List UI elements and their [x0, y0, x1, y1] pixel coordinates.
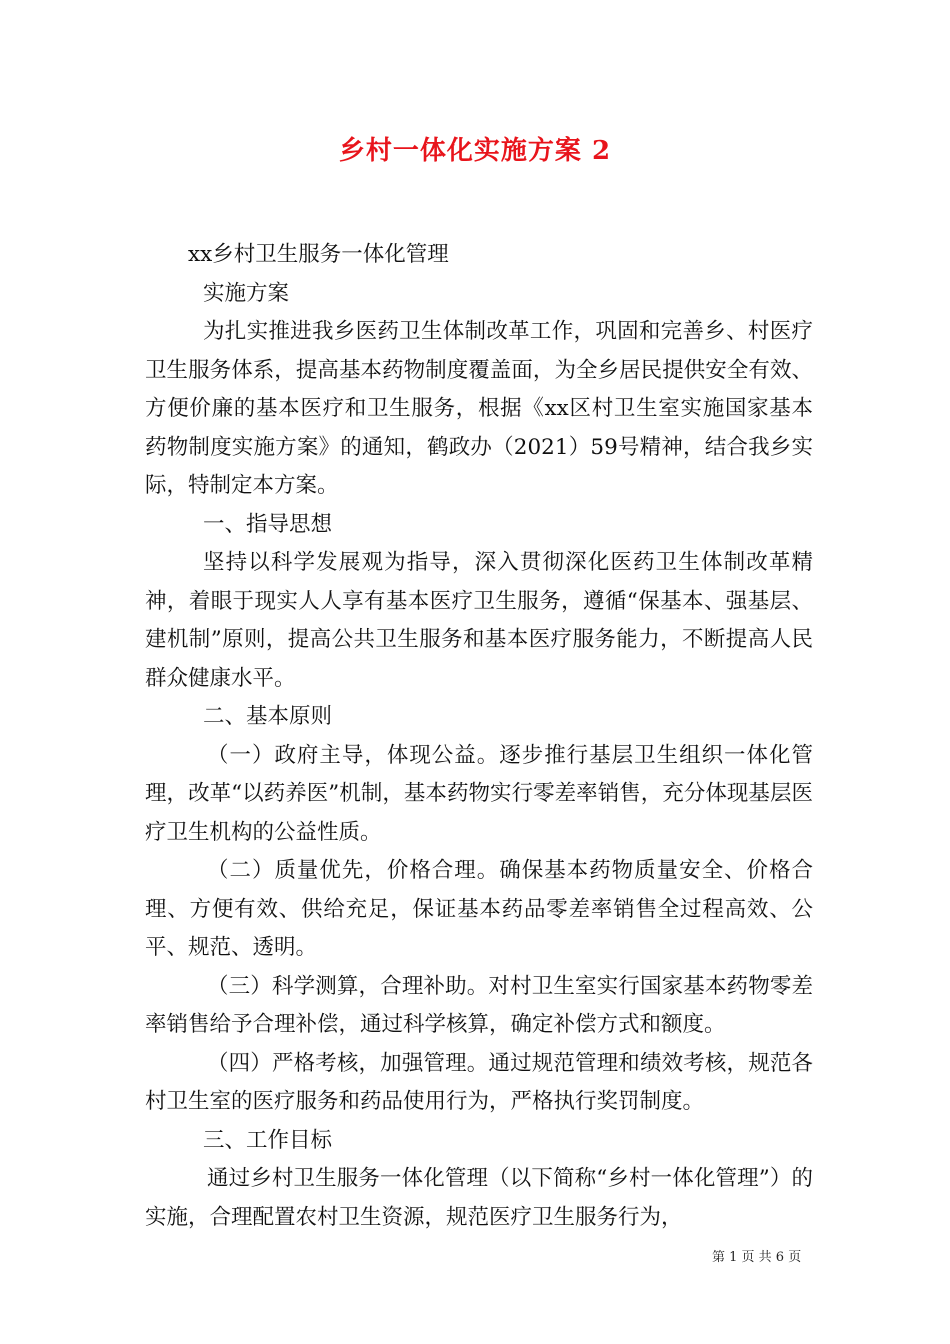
paragraph: 为扎实推进我乡医药卫生体制改革工作，巩固和完善乡、村医疗卫生服务体系，提高基本药物制度覆盖面，为全乡居民提供安全有效、方便价廉的基本医疗和卫生服务，根据《xx区村卫生室实施国家基本药物制度实施方案》的通知，鹤政办（2021）59号精神，结合我乡实际，特制定本方案。 [145, 319, 813, 498]
paragraph: （二）质量优先，价格合理。确保基本药物质量安全、价格合理、方便有效、供给充足，保证基本药品零差率销售全过程高效、公平、规范、透明。 [145, 858, 813, 960]
document-title: 乡村一体化实施方案 2 [338, 136, 612, 166]
paragraph: （一）政府主导，体现公益。逐步推行基层卫生组织一体化管理，改革“以药养医”机制，基本药物实行零差率销售，充分体现基层医疗卫生机构的公益性质。 [145, 742, 813, 845]
paragraph: （三）科学测算，合理补助。对村卫生室实行国家基本药物零差率销售给予合理补偿，通过科学核算，确定补偿方式和额度。 [145, 973, 813, 1037]
paragraph: 坚持以科学发展观为指导，深入贯彻深化医药卫生体制改革精神，着眼于现实人人享有基本医疗卫生服务，遵循“保基本、强基层、建机制”原则，提高公共卫生服务和基本医疗服务能力，不断提高人民群众健康水平。 [145, 550, 813, 691]
document-body [145, 236, 813, 1237]
section-heading: 三、工作目标 [203, 1127, 333, 1153]
subtitle-line: 实施方案 [203, 280, 290, 306]
page-number: 第 1 页 共 6 页 [712, 1250, 802, 1265]
section-heading: 二、基本原则 [203, 704, 333, 729]
paragraph: 通过乡村卫生服务一体化管理（以下简称“乡村一体化管理”）的实施，合理配置农村卫生资源，规范医疗卫生服务行为， [145, 1166, 813, 1230]
paragraph: （四）严格考核，加强管理。通过规范管理和绩效考核，规范各村卫生室的医疗服务和药品使用行为，严格执行奖罚制度。 [145, 1050, 813, 1114]
section-heading: 一、指导思想 [203, 511, 333, 537]
subtitle-line: xx乡村卫生服务一体化管理 [188, 242, 449, 267]
